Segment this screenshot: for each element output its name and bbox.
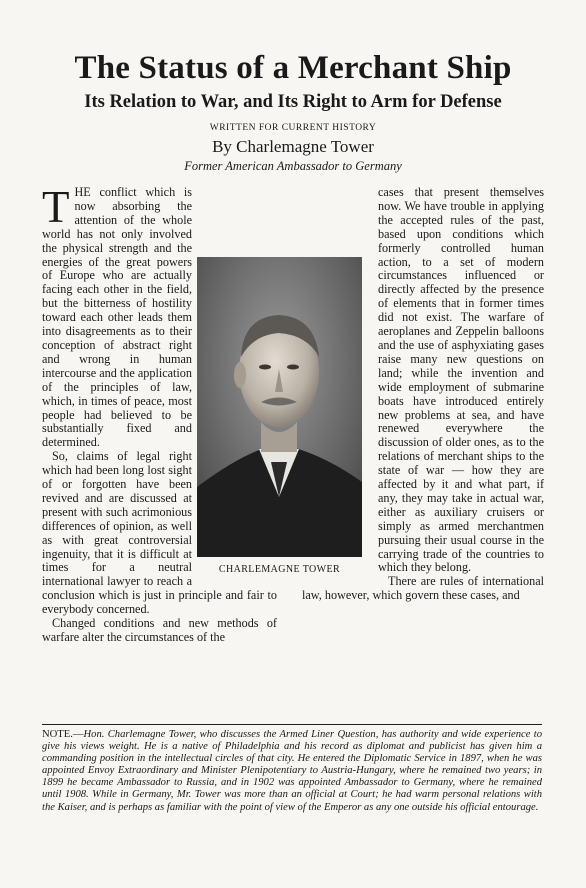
portrait-caption: CHARLEMAGNE TOWER <box>218 564 341 575</box>
opening-paragraph-text: HE conflict which is now absorbing the attention of the whole world has not only involved the physical strength and the energies of the great powers of Europe who are actually facing each other in the field, but the bitterness of hostility toward each other leads them into disagreements as to their conception of abstract right and wrong in human intercourse and the application of the principles of law, which, in times of peace, most people had believed to be substantially fixed and determined. <box>42 185 192 450</box>
right-paragraph-2: There are rules of international law, however, which govern these cases, and <box>302 574 544 603</box>
note-lead: NOTE.— <box>42 729 84 740</box>
paragraph-3: Changed conditions and new methods of warfare alter the circumstances of the <box>42 616 277 644</box>
editor-note <box>42 729 542 814</box>
footnote-rule <box>42 724 542 725</box>
byline: By Charlemagne Tower <box>212 137 374 156</box>
right-paragraph-1: cases that present themselves now. We have trouble in applying the accepted rules of the past, based upon conditions which formerly controlled human action, to a set of modern circumstances influenced or directly affected by the presence of elements that in former times did not exist. The warfare of aeroplanes and Zeppelin balloons and the use of asphyxiating gases raise many new questions on land; while the invention and wide employment of submarine boats have introduced entirely new problems at sea, and have renewed everywhere the discussion of older ones, as to the relations of merchant ships to the state of war — how they are affected by it and what part, if any, they may take in actual war, either as auxiliary cruisers or simply as armed merchantmen pursuing their usual course in the carrying trade of the countries to which they belong. <box>378 185 544 575</box>
author-affiliation: Former American Ambassador to Germany <box>184 159 402 173</box>
portrait-figure <box>197 257 362 578</box>
portrait-photo <box>197 257 362 557</box>
note-text: Hon. Charlemagne Tower, who discusses the Armed Liner Question, has authority and wide experience to give his views weight. He is a native of Philadelphia and his record as diplomat and publicist has given him a commanding position in the intellectual circles of that city. He entered the Diplomatic Service in 1897, when he was appointed Envoy Extraordinary and Minister Plenipotentiary to Austria-Hungary, where he remained two years; in 1899 he became Ambassador to Russia, and in 1902 was appointed Ambassador to Germany, where he remained until 1908. While in Germany, Mr. Tower was more than an official at Court; he had warm personal relations with the Kaiser, and is perhaps as familiar with the point of view of the Emperor as any one outside his official entourage. <box>42 729 542 813</box>
paragraph-2: So, claims of legal right which had been long lost sight of or forgotten have been revived and are discussed at present with such acrimonious differences of opinion, as well as with great controversial ingenuity, that it is difficult at times for a neutral international lawyer to reach a conclusion which is just in principle and fair to everybody concerned. <box>42 449 277 617</box>
article-subtitle: Its Relation to War, and Its Right to Arm for Defense <box>84 92 502 112</box>
article-title: The Status of a Merchant Ship <box>74 50 512 86</box>
drop-cap: T <box>42 182 70 232</box>
written-for-line: WRITTEN FOR CURRENT HISTORY <box>209 123 377 133</box>
